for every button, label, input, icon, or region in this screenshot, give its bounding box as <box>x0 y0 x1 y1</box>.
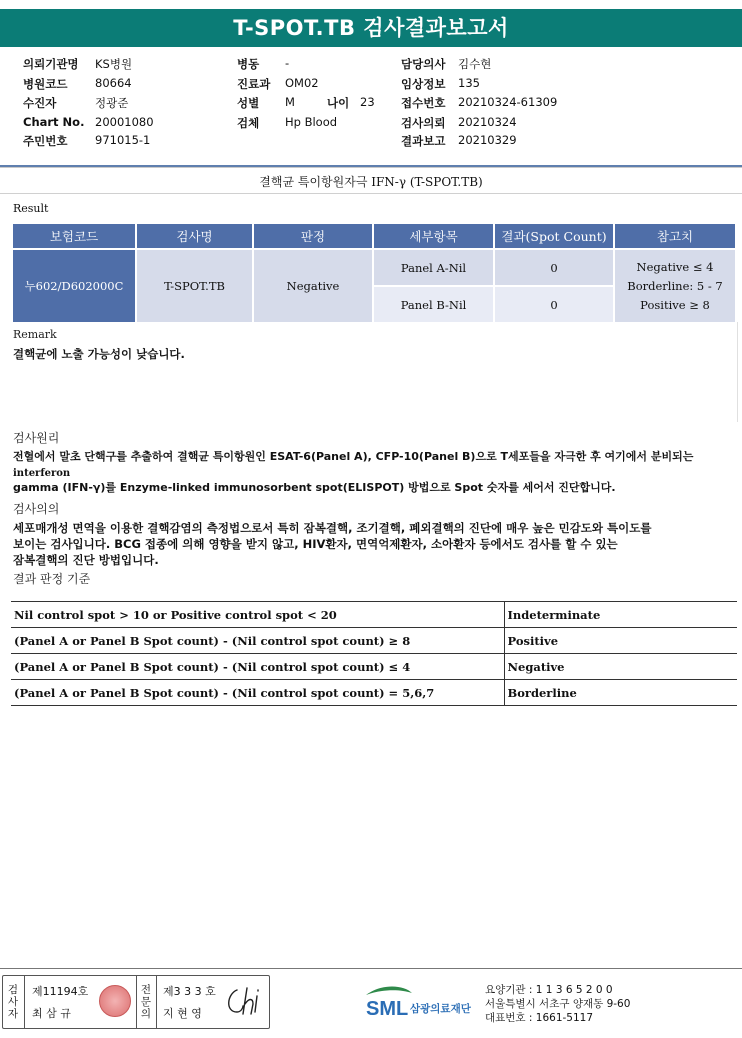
header-divider-shadow <box>0 167 742 168</box>
logo-name: 삼광의료재단 <box>410 1003 471 1015</box>
header-insurance-code: 보험코드 <box>13 224 135 248</box>
receipt-no-label: 접수번호 <box>401 96 446 110</box>
meaning-line-1: 세포매개성 면역을 이용한 결핵감염의 측정법으로서 특히 잠복결핵, 조기결핵, 폐외결핵의 진단에 매우 높은 민감도와 특이도를 <box>13 521 652 535</box>
hospital-name-value: KS병원 <box>95 57 133 71</box>
tester-name: 최 삼 규 <box>32 1007 71 1020</box>
header-spot-count: 결과(Spot Count) <box>495 224 613 248</box>
result-label: Result <box>13 202 49 215</box>
criteria-result: Indeterminate <box>504 602 737 628</box>
criteria-condition: Nil control spot > 10 or Positive control spot < 20 <box>11 602 504 628</box>
hospital-name-label: 의뢰기관명 <box>23 57 79 71</box>
remark-text: 결핵균에 노출 가능성이 낮습니다. <box>13 347 185 361</box>
insurance-code: 누602/D602000C <box>13 250 135 322</box>
resident-no-label: 주민번호 <box>23 134 68 148</box>
expert-name: 지 현 영 <box>163 1007 202 1020</box>
header-test-name: 검사명 <box>137 224 252 248</box>
sex-value: M <box>285 95 295 109</box>
footer-divider <box>0 968 742 969</box>
remark-section <box>11 322 738 422</box>
criteria-result: Negative <box>504 654 737 680</box>
reference-values <box>615 250 735 322</box>
report-date-value: 20210329 <box>458 133 517 147</box>
judgement: Negative <box>254 250 372 322</box>
header-judgement: 판정 <box>254 224 372 248</box>
chart-no-label: Chart No. <box>23 115 85 129</box>
panel-b-item: Panel B-Nil <box>374 287 493 322</box>
lab-info <box>485 983 630 1025</box>
request-date-value: 20210324 <box>458 115 517 129</box>
receipt-no-value: 20210324-61309 <box>458 95 558 109</box>
sex-label: 성별 <box>237 96 260 110</box>
expert-label-char: 의 <box>140 1008 152 1020</box>
request-date-label: 검사의뢰 <box>401 116 446 130</box>
test-subtitle: 결핵균 특이항원자극 IFN-γ (T-SPOT.TB) <box>259 175 483 189</box>
lab-address: 서울특별시 서초구 양재동 9-60 <box>485 998 631 1010</box>
criteria-row <box>11 654 737 680</box>
hospital-code-value: 80664 <box>95 76 132 90</box>
panel-a-value: 0 <box>495 250 613 285</box>
meaning-label: 검사의의 <box>13 502 60 516</box>
criteria-row <box>11 602 737 628</box>
resident-no-value: 971015-1 <box>95 133 151 147</box>
age-value: 23 <box>360 95 375 109</box>
tester-vertical-label <box>6 984 20 1020</box>
sml-logo-icon <box>362 983 487 1023</box>
department-label: 진료과 <box>237 77 271 91</box>
handwritten-signature-icon <box>223 984 267 1020</box>
clinical-info-value: 135 <box>458 76 480 90</box>
patient-label: 수진자 <box>23 96 57 110</box>
lab-institution-no: 요양기관 : 1 1 3 6 5 2 0 0 <box>485 984 613 996</box>
expert-label-char: 전 <box>140 984 152 996</box>
expert-label-char: 문 <box>140 996 152 1008</box>
expert-license-no: 제3 3 3 호 <box>163 985 216 998</box>
tester-label-char: 자 <box>7 1008 19 1020</box>
result-row <box>13 250 735 285</box>
report-date-label: 결과보고 <box>401 134 446 148</box>
criteria-label: 결과 판정 기준 <box>13 572 91 586</box>
criteria-condition: (Panel A or Panel B Spot count) - (Nil control spot count) ≥ 8 <box>11 628 504 654</box>
tester-label-char: 검 <box>7 984 19 996</box>
principle-line-2: interferon <box>13 468 71 479</box>
patient-value: 정광준 <box>95 96 129 110</box>
header-reference: 참고치 <box>615 224 735 248</box>
principle-line-3: gamma (IFN-γ)를 Enzyme-linked immunosorbent spot(ELISPOT) 방법으로 Spot 숫자를 세어서 진단합니다. <box>13 481 616 494</box>
tester-label-char: 사 <box>7 996 19 1008</box>
criteria-condition: (Panel A or Panel B Spot count) - (Nil control spot count) = 5,6,7 <box>11 680 504 706</box>
report-title: T-SPOT.TB 검사결과보고서 <box>0 9 742 47</box>
criteria-row <box>11 628 737 654</box>
reference-borderline: Borderline: 5 - 7 <box>627 278 723 293</box>
criteria-result: Borderline <box>504 680 737 706</box>
seal-stamp-icon <box>99 985 131 1017</box>
result-header-row <box>13 224 735 248</box>
ward-label: 병동 <box>237 57 260 71</box>
reference-negative: Negative ≤ 4 <box>636 259 714 274</box>
logo-text: SML <box>366 998 409 1020</box>
meaning-line-2: 보이는 검사입니다. BCG 접종에 의해 영향을 받지 않고, HIV환자, 면역억제환자, 소아환자 등에서도 검사를 할 수 있는 <box>13 537 618 551</box>
clinical-info-label: 임상정보 <box>401 77 446 91</box>
remark-label: Remark <box>13 328 57 341</box>
subtitle-divider <box>0 193 742 194</box>
criteria-table <box>11 601 737 706</box>
signature-divider <box>24 976 25 1028</box>
reference-positive: Positive ≥ 8 <box>640 297 710 312</box>
expert-vertical-label <box>139 984 153 1020</box>
signature-divider <box>156 976 157 1028</box>
tester-license-no: 제11194호 <box>32 985 89 998</box>
doctor-value: 김수현 <box>458 57 492 71</box>
specimen-label: 검체 <box>237 116 260 130</box>
header-detail-item: 세부항목 <box>374 224 493 248</box>
signature-box <box>2 975 270 1029</box>
criteria-result: Positive <box>504 628 737 654</box>
chart-no-value: 20001080 <box>95 115 154 129</box>
specimen-value: Hp Blood <box>285 115 338 129</box>
doctor-label: 담당의사 <box>401 57 446 71</box>
result-table <box>11 222 737 324</box>
age-label: 나이 <box>327 96 350 110</box>
lab-phone: 대표번호 : 1661-5117 <box>485 1012 594 1024</box>
signature-divider <box>136 976 137 1028</box>
panel-a-item: Panel A-Nil <box>374 250 493 285</box>
sml-logo <box>362 983 487 1023</box>
ward-value: - <box>285 56 290 70</box>
principle-line-1: 전혈에서 말초 단핵구를 추출하여 결핵균 특이항원인 ESAT-6(Panel A), CFP-10(Panel B)으로 T세포들을 자극한 후 여기에서 분비되는 <box>13 450 694 463</box>
patient-info <box>0 56 742 156</box>
test-name: T-SPOT.TB <box>137 250 252 322</box>
meaning-line-3: 잠복결핵의 진단 방법입니다. <box>13 553 159 567</box>
panel-b-value: 0 <box>495 287 613 322</box>
criteria-row <box>11 680 737 706</box>
department-value: OM02 <box>285 76 319 90</box>
hospital-code-label: 병원코드 <box>23 77 68 91</box>
principle-label: 검사원리 <box>13 431 60 445</box>
criteria-condition: (Panel A or Panel B Spot count) - (Nil control spot count) ≤ 4 <box>11 654 504 680</box>
